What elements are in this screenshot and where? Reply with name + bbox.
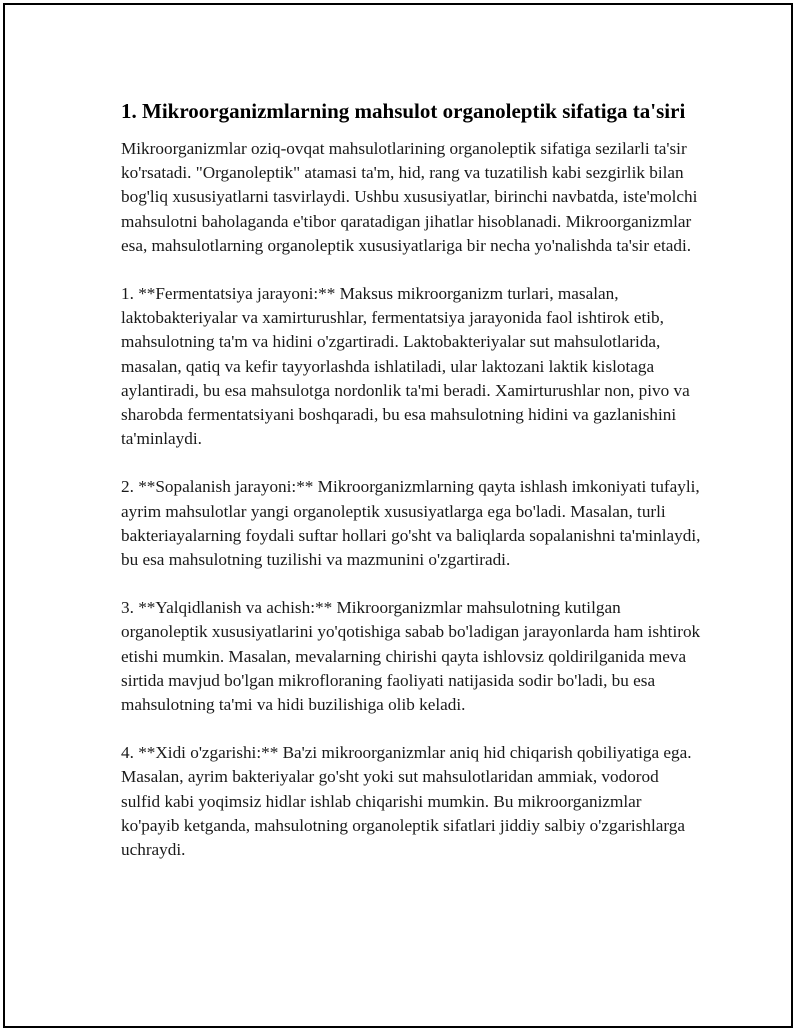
- list-item-xidi: 4. **Xidi o'zgarishi:** Ba'zi mikroorganizmlar aniq hid chiqarish qobiliyatiga ega. Masalan, ayrim bakteriyalar go'sht yoki sut mahsulotlaridan ammiak, vodorod sulfid kabi yoqimsiz hidlar ishlab chiqarishi mumkin. Bu mikroorganizmlar ko'payib ketganda, mahsulotning organoleptik sifatlari jiddiy salbiy o'zgarishlarga uchraydi.: [121, 743, 692, 860]
- list-item-yalqidlanish: 3. **Yalqidlanish va achish:** Mikroorganizmlar mahsulotning kutilgan organoleptik xususiyatlarini yo'qotishiga sabab bo'ladigan jarayonlarda ham ishtirok etishi mumkin. Masalan, mevalarning chirishi qayta ishlovsiz qoldirilganida meva sirtida mavjud bo'lgan mikrofloraning faoliyati natijasida sodir bo'ladi, bu esa mahsulotning ta'mi va hidi buzilishiga olib keladi.: [121, 598, 701, 715]
- list-item-sopalanish: 2. **Sopalanish jarayoni:** Mikroorganizmlarning qayta ishlash imkoniyati tufayli, ayrim mahsulotlar yangi organoleptik xususiyatlarga ega bo'ladi. Masalan, turli bakteriayalarning foydali suftar hollari go'sht va baliqlarda sopalanishni ta'minlaydi, bu esa mahsulotning tuzilishi va mazmunini o'zgartiradi.: [121, 477, 701, 570]
- section-heading: 1. Mikroorganizmlarning mahsulot organoleptik sifatiga ta'siri: [121, 99, 686, 123]
- list-item-fermentation: 1. **Fermentatsiya jarayoni:** Maksus mikroorganizm turlari, masalan, laktobakteriyalar va xamirturushlar, fermentatsiya jarayonida faol ishtirok etib, mahsulotning ta'm va hidini o'zgartiradi. Laktobakteriyalar sut mahsulotlarida, masalan, qatiq va kefir tayyorlashda ishlatiladi, ular laktozani laktik kislotaga aylantiradi, bu esa mahsulotga nordonlik ta'mi beradi. Xamirturushlar non, pivo va sharobda fermentatsiyani boshqaradi, bu esa mahsulotning hidini va gazlanishini ta'minlaydi.: [121, 284, 690, 449]
- document-page: [3, 3, 793, 1028]
- document-body: [121, 97, 701, 886]
- intro-paragraph: Mikroorganizmlar oziq-ovqat mahsulotlarining organoleptik sifatiga sezilarli ta'sir ko'rsatadi. "Organoleptik" atamasi ta'm, hid, rang va tuzatilish kabi sezgirlik bilan bog'liq xususiyatlarni tasvirlaydi. Ushbu xususiyatlar, birinchi navbatda, iste'molchi mahsulotni baholaganda e'tibor qaratadigan jihatlar hisoblanadi. Mikroorganizmlar esa, mahsulotlarning organoleptik xususiyatlariga bir necha yo'nalishda ta'sir etadi.: [121, 139, 698, 255]
